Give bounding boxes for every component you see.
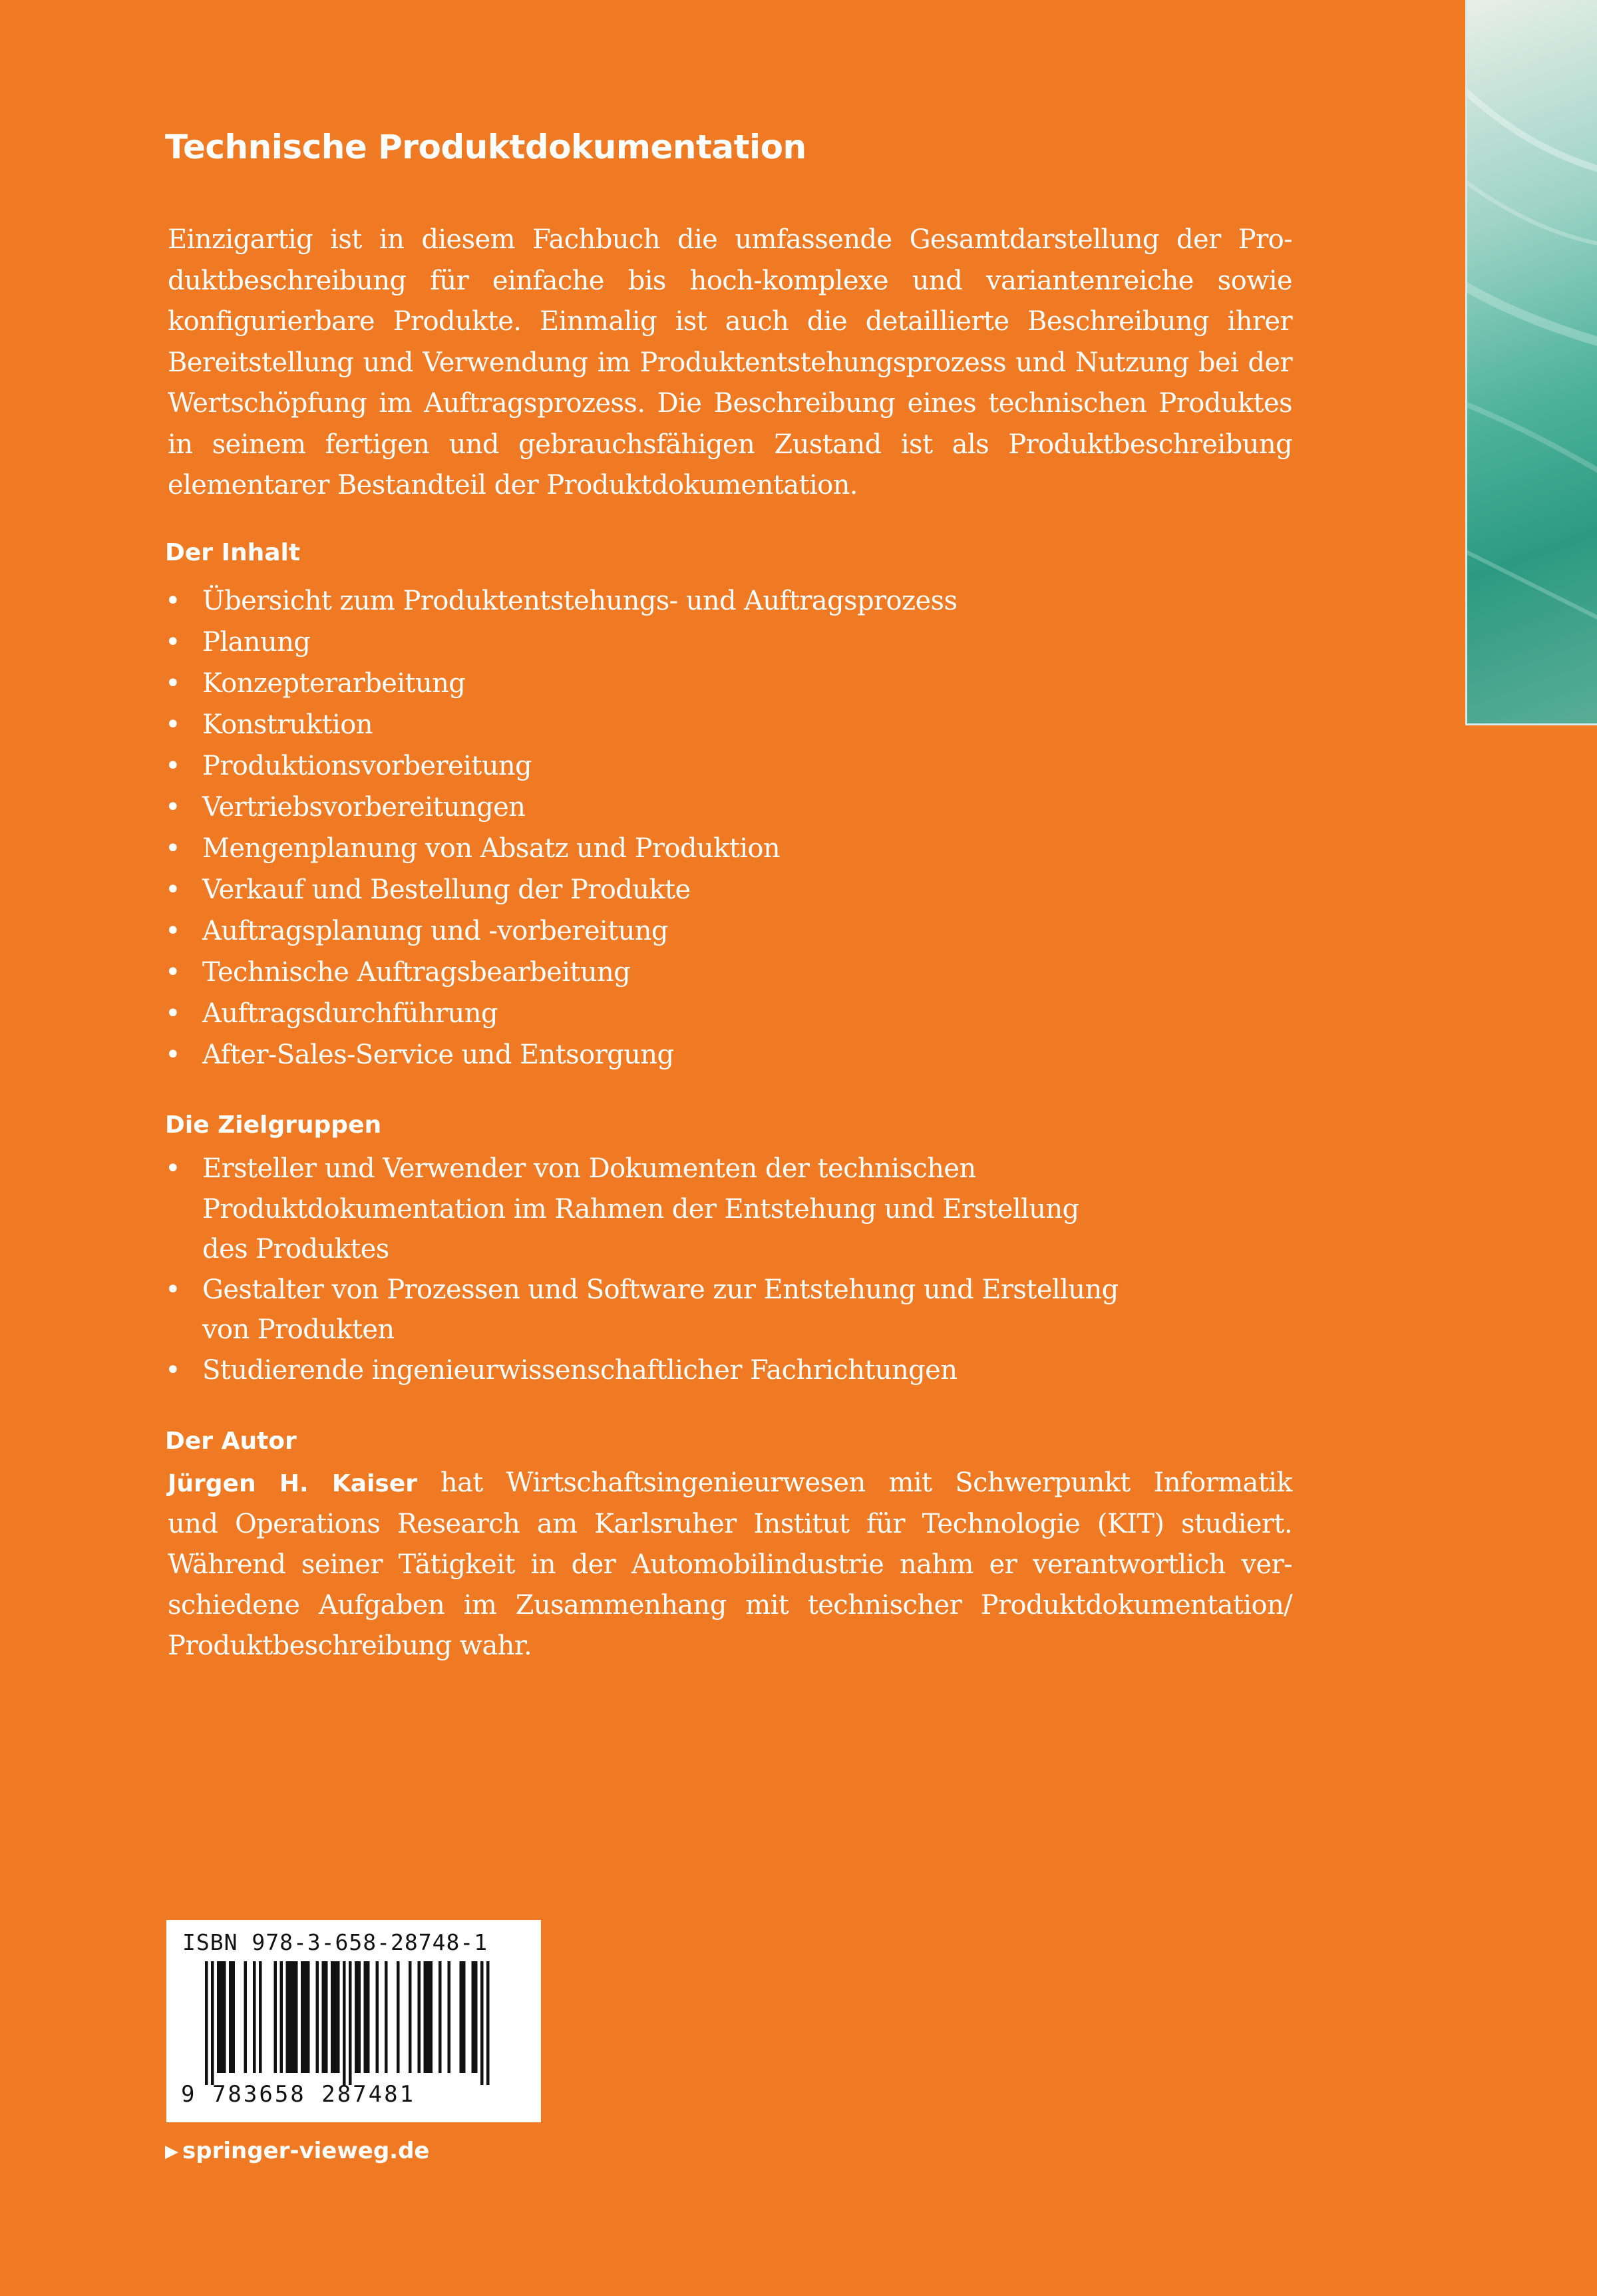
list-item: [165, 1270, 1119, 1350]
barcode-bar: [480, 1961, 484, 2085]
intro-line: elementarer Bestandteil der Produktdokumentation.: [168, 470, 858, 500]
author-heading: Der Autor: [165, 1428, 297, 1455]
list-item: [165, 580, 957, 622]
list-item-text: Technische Auftragsbearbeitung: [202, 957, 631, 988]
barcode-bar: [334, 1961, 337, 2073]
barcode-bar: [286, 1961, 289, 2073]
barcode-bar: [292, 1961, 295, 2073]
bullet-icon: •: [165, 1354, 180, 1386]
bullet-icon: •: [165, 586, 180, 616]
list-item-line: von Produkten: [202, 1314, 395, 1345]
list-item-text: Auftragsdurchführung: [202, 998, 498, 1029]
bullet-icon: •: [165, 833, 180, 864]
list-item-text: Konzepterarbeitung: [202, 668, 466, 699]
barcode-bar: [301, 1961, 304, 2073]
barcode-bar: [280, 1961, 283, 2073]
bullet-icon: •: [165, 916, 180, 946]
list-item: [165, 1034, 957, 1075]
bullet-icon: •: [165, 874, 180, 905]
bullet-icon: •: [165, 1274, 180, 1305]
list-item-line: des Produktes: [202, 1234, 389, 1264]
list-item-text: After-Sales-Service und Entsorgung: [202, 1040, 674, 1070]
barcode-bar: [337, 1961, 340, 2073]
barcode-bar: [304, 1961, 307, 2073]
barcode-bar: [418, 1961, 421, 2073]
isbn-label: ISBN 978-3-658-28748-1: [182, 1929, 488, 1955]
author-paragraph: [168, 1463, 1292, 1666]
audience-list: [165, 1149, 1119, 1390]
list-item: [165, 704, 957, 745]
barcode-bar: [229, 1961, 232, 2073]
audience-heading: Die Zielgruppen: [165, 1111, 382, 1139]
intro-paragraph: [168, 220, 1292, 506]
barcode-bar: [472, 1961, 475, 2073]
list-item: [165, 1350, 1119, 1391]
barcode-bar: [307, 1961, 310, 2073]
publisher-url: springer-vieweg.de: [182, 2138, 430, 2164]
barcode-bar: [448, 1961, 451, 2073]
barcode-bar: [427, 1961, 430, 2073]
barcode-bar: [244, 1961, 248, 2073]
intro-line: Einzigartig ist in diesem Fachbuch die umfassende Gesamtdarstellung der Pro-: [168, 224, 1292, 255]
author-line: Während seiner Tätigkeit in der Automobilindustrie nahm er verantwortlich ver-: [168, 1549, 1292, 1580]
barcode-bar: [355, 1961, 358, 2073]
list-item-line: Gestalter von Prozessen und Software zur Entstehung und Erstellung: [202, 1274, 1119, 1305]
list-item-text: Auftragsplanung und -vorbereitung: [202, 916, 668, 946]
contents-heading: Der Inhalt: [165, 539, 301, 566]
list-item: [165, 745, 957, 787]
bullet-icon: •: [165, 957, 180, 988]
barcode-bar: [259, 1961, 262, 2073]
barcode-bar: [322, 1961, 325, 2073]
barcode-bar: [349, 1961, 352, 2085]
cover-art-graphic: [1465, 0, 1597, 725]
barcode-bar: [331, 1961, 334, 2073]
list-item: [165, 993, 957, 1034]
list-item-text: Vertriebsvorbereitungen: [202, 792, 526, 823]
bullet-icon: •: [165, 998, 180, 1029]
barcode-digits: 9 783658 287481: [181, 2081, 416, 2108]
barcode-bar: [397, 1961, 400, 2073]
barcode-bar: [205, 1961, 208, 2085]
barcode-bar: [211, 1961, 214, 2085]
barcode-bar: [385, 1961, 388, 2073]
bullet-icon: •: [165, 627, 180, 658]
barcode-bar: [217, 1961, 220, 2073]
list-item-text: Verkauf und Bestellung der Produkte: [202, 874, 691, 905]
triangle-right-icon: ▶: [165, 2142, 178, 2162]
list-item-text: Übersicht zum Produktentstehungs- und Auftragsprozess: [202, 586, 958, 616]
list-item-line: Studierende ingenieurwissenschaftlicher Fachrichtungen: [202, 1354, 958, 1386]
intro-line: Wertschöpfung im Auftragsprozess. Die Beschreibung eines technischen Produktes: [168, 388, 1292, 419]
bullet-icon: •: [165, 1153, 180, 1184]
contents-list: [165, 580, 957, 1075]
barcode-bar: [274, 1961, 277, 2073]
list-item-text: Planung: [202, 627, 311, 658]
list-item: [165, 869, 957, 910]
barcode-bar: [409, 1961, 412, 2073]
barcode-bar: [295, 1961, 298, 2073]
list-item: [165, 952, 957, 993]
barcode-bar: [289, 1961, 292, 2073]
list-item-text: Konstruktion: [202, 709, 373, 740]
list-item: [165, 663, 957, 704]
barcode-bar: [232, 1961, 236, 2073]
bullet-icon: •: [165, 668, 180, 699]
barcode-bar: [223, 1961, 226, 2073]
barcode-bar: [316, 1961, 319, 2073]
list-item: [165, 787, 957, 828]
barcode-bar: [439, 1961, 442, 2073]
list-item: [165, 828, 957, 869]
barcode-bar: [424, 1961, 427, 2073]
barcode-bar: [367, 1961, 370, 2073]
publisher-link[interactable]: [165, 2138, 429, 2164]
bullet-icon: •: [165, 1040, 180, 1070]
list-item-line: Ersteller und Verwender von Dokumenten der technischen: [202, 1153, 976, 1184]
barcode-bar: [325, 1961, 328, 2073]
author-line: schiedene Aufgaben im Zusammenhang mit technischer Produktdokumentation/: [168, 1590, 1292, 1621]
barcode-bar: [460, 1961, 463, 2073]
author-line: und Operations Research am Karlsruher Institut für Technologie (KIT) studiert.: [168, 1509, 1292, 1539]
intro-line: Bereitstellung und Verwendung im Produktentstehungsprozess und Nutzung bei der: [168, 347, 1292, 378]
author-line-text: hat Wirtschaftsingenieurwesen mit Schwerpunkt Informatik: [417, 1467, 1292, 1498]
author-name: Jürgen H. Kaiser: [168, 1470, 417, 1497]
barcode-bar: [430, 1961, 433, 2073]
list-item: [165, 622, 957, 663]
list-item: [165, 910, 957, 952]
barcode-bar: [364, 1961, 367, 2073]
barcode-bar: [358, 1961, 361, 2073]
barcode-bar: [462, 1961, 466, 2073]
barcode-bar: [343, 1961, 346, 2085]
barcode-bar: [220, 1961, 224, 2073]
intro-line: duktbeschreibung für einfache bis hoch-komplexe und variantenreiche sowie: [168, 265, 1292, 296]
barcode-bar: [486, 1961, 490, 2085]
barcode-bar: [376, 1961, 379, 2073]
list-item: [165, 1149, 1119, 1270]
list-item-text: Produktionsvorbereitung: [202, 751, 532, 781]
isbn-barcode: [166, 1920, 541, 2122]
bullet-icon: •: [165, 792, 180, 823]
author-line: Produktbeschreibung wahr.: [168, 1630, 532, 1661]
book-title: Technische Produktdokumentation: [165, 128, 806, 166]
intro-line: konfigurierbare Produkte. Einmalig ist auch die detaillierte Beschreibung ihrer: [168, 306, 1292, 337]
barcode-bar: [474, 1961, 478, 2073]
barcode-bar: [253, 1961, 256, 2073]
intro-line: in seinem fertigen und gebrauchsfähigen Zustand ist als Produktbeschreibung: [168, 429, 1292, 460]
cover-art-swirl: [1467, 0, 1597, 725]
bullet-icon: •: [165, 751, 180, 781]
list-item-line: Produktdokumentation im Rahmen der Entstehung und Erstellung: [202, 1193, 1079, 1225]
author-line: [168, 1463, 1292, 1504]
bullet-icon: •: [165, 709, 180, 740]
list-item-text: Mengenplanung von Absatz und Produktion: [202, 833, 781, 864]
